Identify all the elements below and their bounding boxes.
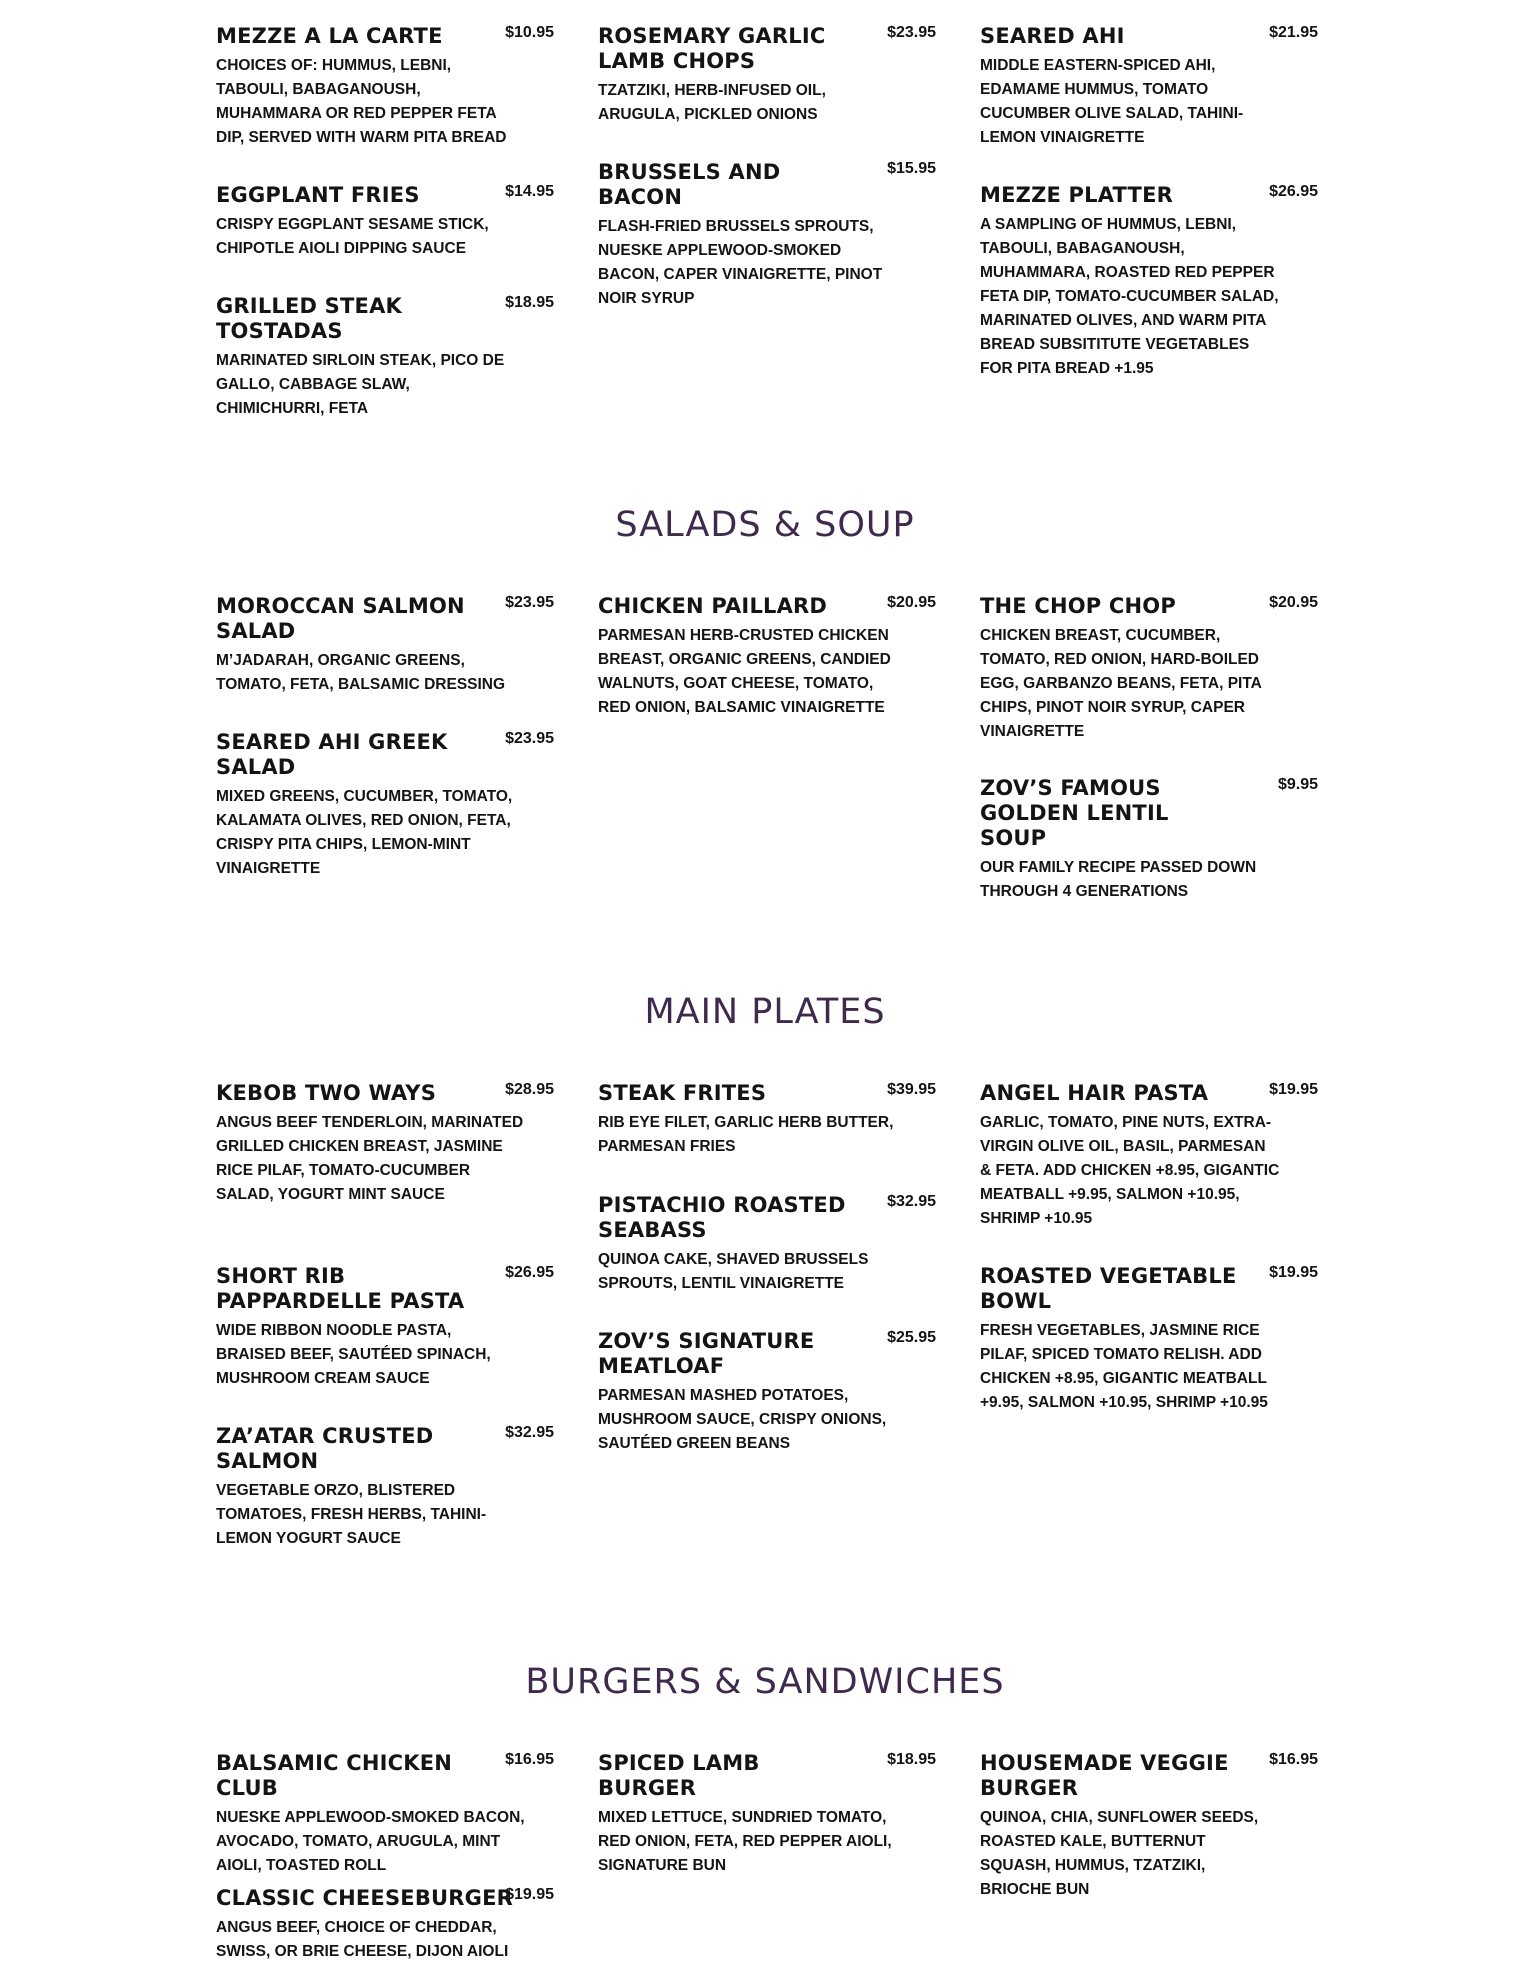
item-description: A SAMPLING OF HUMMUS, LEBNI, TABOULI, BABAGANOUSH, MUHAMMARA, ROASTED RED PEPPER FETA DIP, TOMATO-CUCUMBER SALAD, MARINATED OLIVES, AND WARM PITA BREAD SUBSITITUTE VEGETABLES FOR PITA BREAD +1.95 <box>980 216 1279 377</box>
item-price: $25.95 <box>887 1329 936 1346</box>
item-name: MEZZE PLATTER <box>980 183 1173 207</box>
item-name: KEBOB TWO WAYS <box>216 1081 437 1105</box>
item-description: QUINOA, CHIA, SUNFLOWER SEEDS, ROASTED KALE, BUTTERNUT SQUASH, HUMMUS, TZATZIKI, BRIOCHE BUN <box>980 1809 1259 1898</box>
menu-item-chicken-paillard <box>598 594 936 720</box>
menu-item-seared-ahi <box>980 24 1318 150</box>
menu-item-brussels-and-bacon <box>598 160 936 311</box>
item-name: ANGEL HAIR PASTA <box>980 1081 1209 1105</box>
item-name: ROASTED VEGETABLE BOWL <box>980 1264 1237 1313</box>
menu-item-kebob-two-ways <box>216 1081 554 1207</box>
item-name: THE CHOP CHOP <box>980 594 1176 618</box>
item-name: BRUSSELS AND BACON <box>598 160 781 209</box>
menu-item-moroccan-salmon-salad <box>216 594 554 697</box>
item-name: MOROCCAN SALMON SALAD <box>216 594 465 643</box>
item-price: $14.95 <box>505 183 554 200</box>
menu-item-short-rib-pappardelle <box>216 1264 554 1391</box>
item-name: ZA’ATAR CRUSTED SALMON <box>216 1424 434 1473</box>
item-price: $15.95 <box>887 160 936 177</box>
item-name: GRILLED STEAK TOSTADAS <box>216 294 402 343</box>
section-title-salads-soup: SALADS & SOUP <box>615 505 915 545</box>
item-name: PISTACHIO ROASTED SEABASS <box>598 1193 846 1242</box>
item-name: ROSEMARY GARLIC LAMB CHOPS <box>598 24 826 73</box>
item-price: $20.95 <box>1269 594 1318 611</box>
menu-item-golden-lentil-soup <box>980 776 1318 904</box>
item-description: PARMESAN MASHED POTATOES, MUSHROOM SAUCE, CRISPY ONIONS, SAUTÉED GREEN BEANS <box>598 1387 887 1452</box>
item-price: $26.95 <box>1269 183 1318 200</box>
item-description: MARINATED SIRLOIN STEAK, PICO DE GALLO, CABBAGE SLAW, CHIMICHURRI, FETA <box>216 352 505 417</box>
item-price: $18.95 <box>887 1751 936 1768</box>
item-price: $21.95 <box>1269 24 1318 41</box>
item-description: PARMESAN HERB-CRUSTED CHICKEN BREAST, ORGANIC GREENS, CANDIED WALNUTS, GOAT CHEESE, TOMATO, RED ONION, BALSAMIC VINAIGRETTE <box>598 627 891 716</box>
item-name: BALSAMIC CHICKEN CLUB <box>216 1751 453 1800</box>
menu-item-seared-ahi-greek-salad <box>216 730 554 881</box>
item-description: CHOICES OF: HUMMUS, LEBNI, TABOULI, BABAGANOUSH, MUHAMMARA OR RED PEPPER FETA DIP, SERVED WITH WARM PITA BREAD <box>216 57 507 146</box>
item-price: $18.95 <box>505 294 554 311</box>
menu-item-spiced-lamb-burger <box>598 1751 936 1878</box>
section-title-main-plates: MAIN PLATES <box>644 992 886 1032</box>
item-description: ANGUS BEEF, CHOICE OF CHEDDAR, SWISS, OR BRIE CHEESE, DIJON AIOLI <box>216 1919 509 1960</box>
item-name: CHICKEN PAILLARD <box>598 594 828 618</box>
menu-item-steak-frites <box>598 1081 936 1159</box>
item-description: WIDE RIBBON NOODLE PASTA, BRAISED BEEF, SAUTÉED SPINACH, MUSHROOM CREAM SAUCE <box>216 1322 491 1387</box>
item-name: SEARED AHI <box>980 24 1125 48</box>
item-name: ZOV’S FAMOUS GOLDEN LENTIL SOUP <box>980 776 1169 850</box>
item-price: $19.95 <box>505 1886 554 1903</box>
item-name: SPICED LAMB BURGER <box>598 1751 760 1800</box>
menu-item-zaatar-crusted-salmon <box>216 1424 554 1551</box>
item-description: MIXED LETTUCE, SUNDRIED TOMATO, RED ONION, FETA, RED PEPPER AIOLI, SIGNATURE BUN <box>598 1809 892 1874</box>
item-price: $19.95 <box>1269 1081 1318 1098</box>
item-price: $23.95 <box>887 24 936 41</box>
item-name: SEARED AHI GREEK SALAD <box>216 730 448 779</box>
item-price: $16.95 <box>505 1751 554 1768</box>
item-description: QUINOA CAKE, SHAVED BRUSSELS SPROUTS, LENTIL VINAIGRETTE <box>598 1251 869 1292</box>
menu-item-rosemary-garlic-lamb-chops <box>598 24 936 127</box>
item-name: ZOV’S SIGNATURE MEATLOAF <box>598 1329 815 1378</box>
menu-item-housemade-veggie-burger <box>980 1751 1318 1902</box>
menu-item-grilled-steak-tostadas <box>216 294 554 421</box>
item-description: MIDDLE EASTERN-SPICED AHI, EDAMAME HUMMUS, TOMATO CUCUMBER OLIVE SALAD, TAHINI-LEMON VINAIGRETTE <box>980 57 1244 146</box>
menu-item-signature-meatloaf <box>598 1329 936 1456</box>
menu-item-mezze-platter <box>980 183 1318 381</box>
item-price: $19.95 <box>1269 1264 1318 1281</box>
item-price: $32.95 <box>505 1424 554 1441</box>
menu-item-pistachio-roasted-seabass <box>598 1193 936 1296</box>
item-description: VEGETABLE ORZO, BLISTERED TOMATOES, FRESH HERBS, TAHINI-LEMON YOGURT SAUCE <box>216 1482 487 1547</box>
item-price: $28.95 <box>505 1081 554 1098</box>
item-description: RIB EYE FILET, GARLIC HERB BUTTER, PARMESAN FRIES <box>598 1114 894 1155</box>
item-price: $39.95 <box>887 1081 936 1098</box>
item-description: CHICKEN BREAST, CUCUMBER, TOMATO, RED ONION, HARD-BOILED EGG, GARBANZO BEANS, FETA, PITA CHIPS, PINOT NOIR SYRUP, CAPER VINAIGRETTE <box>980 627 1262 740</box>
item-price: $9.95 <box>1277 776 1318 793</box>
item-description: GARLIC, TOMATO, PINE NUTS, EXTRA-VIRGIN OLIVE OIL, BASIL, PARMESAN & FETA. ADD CHICKEN +8.95, GIGANTIC MEATBALL +9.95, SALMON +10.95, SHRIMP +10.95 <box>980 1114 1280 1227</box>
item-description: M’JADARAH, ORGANIC GREENS, TOMATO, FETA, BALSAMIC DRESSING <box>216 652 506 693</box>
item-description: MIXED GREENS, CUCUMBER, TOMATO, KALAMATA OLIVES, RED ONION, FETA, CRISPY PITA CHIPS, LEMON-MINT VINAIGRETTE <box>216 788 513 877</box>
item-price: $20.95 <box>887 594 936 611</box>
item-description: NUESKE APPLEWOOD-SMOKED BACON, AVOCADO, TOMATO, ARUGULA, MINT AIOLI, TOASTED ROLL <box>216 1809 525 1874</box>
item-price: $32.95 <box>887 1193 936 1210</box>
item-description: OUR FAMILY RECIPE PASSED DOWN THROUGH 4 GENERATIONS <box>980 859 1257 900</box>
menu-item-the-chop-chop <box>980 594 1318 744</box>
item-name: MEZZE A LA CARTE <box>216 24 443 48</box>
item-price: $26.95 <box>505 1264 554 1281</box>
item-price: $23.95 <box>505 594 554 611</box>
item-name: EGGPLANT FRIES <box>216 183 420 207</box>
item-name: HOUSEMADE VEGGIE BURGER <box>980 1751 1229 1800</box>
menu-item-classic-cheeseburger <box>216 1886 554 1964</box>
item-description: TZATZIKI, HERB-INFUSED OIL, ARUGULA, PICKLED ONIONS <box>598 82 826 123</box>
item-description: ANGUS BEEF TENDERLOIN, MARINATED GRILLED CHICKEN BREAST, JASMINE RICE PILAF, TOMATO-CUCUMBER SALAD, YOGURT MINT SAUCE <box>216 1114 524 1203</box>
item-name: STEAK FRITES <box>598 1081 767 1105</box>
item-price: $10.95 <box>505 24 554 41</box>
item-description: CRISPY EGGPLANT SESAME STICK, CHIPOTLE AIOLI DIPPING SAUCE <box>216 216 489 257</box>
item-price: $16.95 <box>1269 1751 1318 1768</box>
menu-item-mezze-a-la-carte <box>216 24 554 150</box>
item-name: CLASSIC CHEESEBURGER <box>216 1886 514 1910</box>
item-price: $23.95 <box>505 730 554 747</box>
menu-item-balsamic-chicken-club <box>216 1751 554 1878</box>
item-description: FRESH VEGETABLES, JASMINE RICE PILAF, SPICED TOMATO RELISH. ADD CHICKEN +8.95, GIGANTIC MEATBALL +9.95, SALMON +10.95, SHRIMP +10.95 <box>980 1322 1268 1411</box>
item-description: FLASH-FRIED BRUSSELS SPROUTS, NUESKE APPLEWOOD-SMOKED BACON, CAPER VINAIGRETTE, PINOT NOIR SYRUP <box>598 218 883 307</box>
menu-item-roasted-vegetable-bowl <box>980 1264 1318 1415</box>
menu-item-eggplant-fries <box>216 183 554 261</box>
menu-item-angel-hair-pasta <box>980 1081 1318 1231</box>
section-title-burgers-sandwiches: BURGERS & SANDWICHES <box>525 1662 1005 1702</box>
item-name: SHORT RIB PAPPARDELLE PASTA <box>216 1264 465 1313</box>
